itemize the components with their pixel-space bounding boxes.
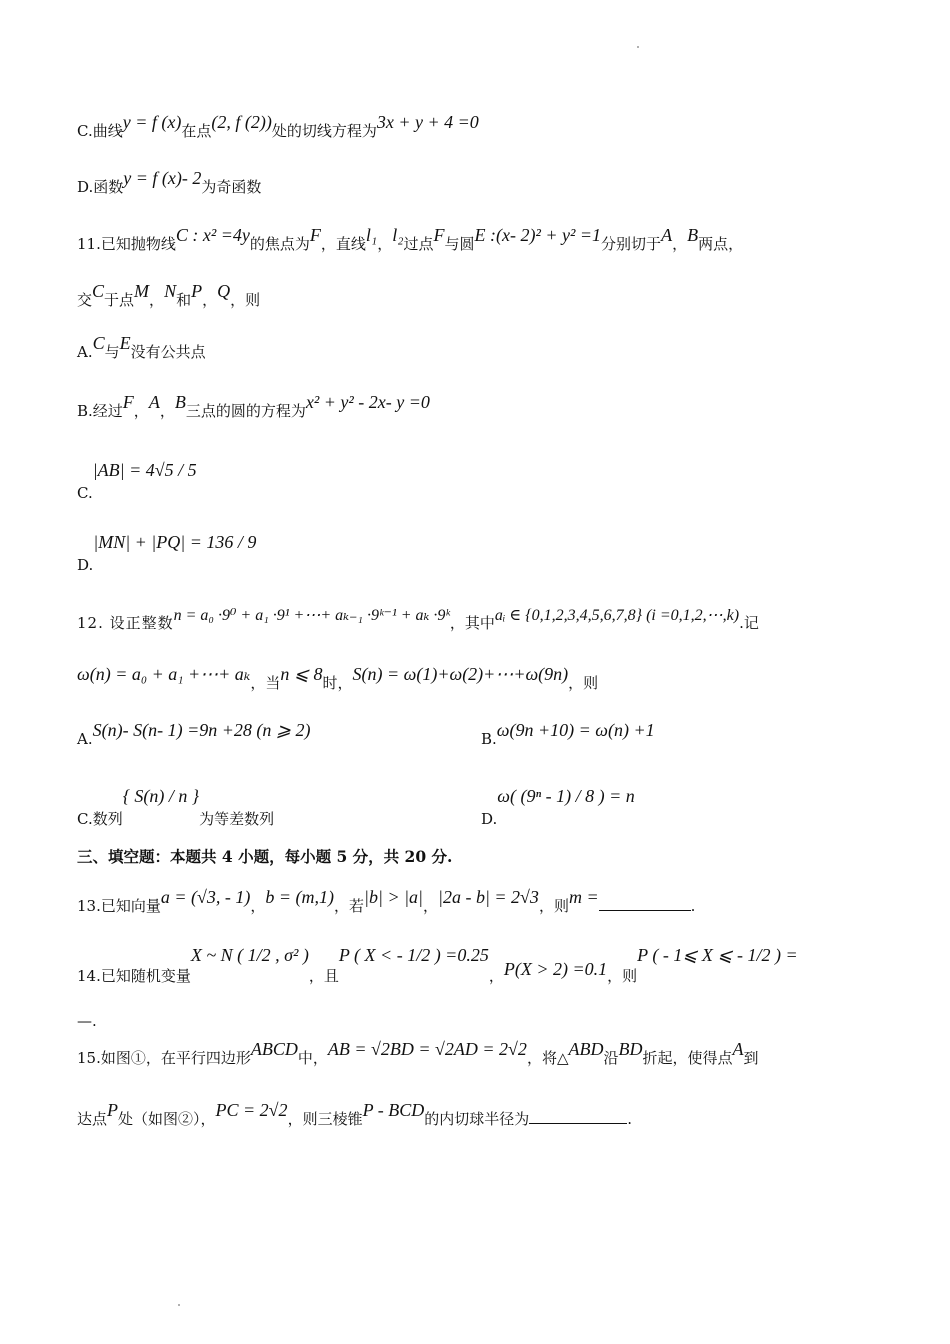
math: 3x + y + 4 =0 xyxy=(376,112,479,132)
text: ， xyxy=(159,402,175,420)
text: ，将△ xyxy=(526,1049,569,1067)
text: ， xyxy=(250,897,266,915)
text: 处（如图②）， xyxy=(118,1110,216,1128)
math: aᵢ ∈ {0,1,2,3,4,5,6,7,8} (i =0,1,2,⋯,k) xyxy=(494,607,740,624)
math: BD xyxy=(618,1039,643,1059)
text: . xyxy=(690,897,696,915)
question-12 xyxy=(77,607,890,633)
math: P xyxy=(191,281,203,301)
text: 在点 xyxy=(181,122,212,140)
label: A. xyxy=(77,730,93,748)
question-13 xyxy=(77,887,890,916)
math: |AB| = 4√5 / 5 xyxy=(92,460,197,480)
label: 11.已知抛物线 xyxy=(77,235,176,253)
math: P ( - 1⩽ X ⩽ - 1/2 ) = xyxy=(637,945,798,965)
math: E :(x- 2)² + y² =1 xyxy=(474,225,602,245)
math: P - BCD xyxy=(362,1100,425,1120)
text: 折起，使得点 xyxy=(642,1049,733,1067)
math: n = a₀ ·9⁰ + a₁ ·9¹ +⋯+ aₖ₋₁ ·9ᵏ⁻¹ + aₖ ·9ᵏ xyxy=(173,607,450,624)
question-15 xyxy=(77,1039,890,1068)
option-10d xyxy=(77,168,890,197)
text: 为等差数列 xyxy=(199,810,275,828)
math: { S(n) / n } xyxy=(122,786,200,806)
page-mark xyxy=(637,46,639,48)
label: B. xyxy=(481,730,497,748)
text: 与 xyxy=(104,343,120,361)
text: ，则 xyxy=(568,674,599,692)
label: 达点 xyxy=(77,1110,108,1128)
text: ， xyxy=(377,235,393,253)
question-11-cont xyxy=(77,281,890,310)
math: |b| > |a| xyxy=(364,887,423,907)
option-11a xyxy=(77,333,890,362)
text: 三点的圆的方程为 xyxy=(185,402,306,420)
math: AB = √2BD = √2AD = 2√2 xyxy=(327,1039,527,1059)
text: 的内切球半径为 xyxy=(424,1110,530,1128)
math: A xyxy=(732,1039,744,1059)
text: 没有公共点 xyxy=(130,343,206,361)
answer-blank: —. xyxy=(77,1012,97,1030)
math: b = (m,1) xyxy=(265,887,335,907)
math: F xyxy=(433,225,445,245)
math: l₁ xyxy=(365,225,378,245)
text: 和 xyxy=(176,291,192,309)
label: B.经过 xyxy=(77,402,123,420)
text: ，则三棱锥 xyxy=(287,1110,363,1128)
text: ，则 xyxy=(607,967,638,985)
text: 沿 xyxy=(603,1049,619,1067)
label: A. xyxy=(77,343,93,361)
math: C : x² =4y xyxy=(175,225,250,245)
math: F xyxy=(122,392,134,412)
math: x² + y² - 2x- y =0 xyxy=(305,392,430,412)
option-12c xyxy=(77,786,275,829)
math: ABCD xyxy=(250,1039,298,1059)
math: ABD xyxy=(568,1039,604,1059)
text: .记 xyxy=(739,614,759,632)
text: ， xyxy=(672,235,688,253)
text: ， xyxy=(423,897,439,915)
math: y = f (x)- 2 xyxy=(123,168,202,188)
section-3-heading: 三、填空题：本题共 4 小题，每小题 5 分，共 20 分. xyxy=(77,847,453,866)
math: F xyxy=(309,225,321,245)
question-15-cont xyxy=(77,1100,890,1129)
math: B xyxy=(687,225,699,245)
label: 13.已知向量 xyxy=(77,897,161,915)
label: 交 xyxy=(77,291,93,309)
label: D. xyxy=(77,556,94,574)
text: ，其中 xyxy=(449,614,495,632)
math: ω(9n +10) = ω(n) +1 xyxy=(496,720,655,740)
math: PC = 2√2 xyxy=(215,1100,288,1120)
math: S(n)- S(n- 1) =9n +28 (n ⩾ 2) xyxy=(92,720,311,740)
text: 处的切线方程为 xyxy=(271,122,377,140)
text: 过点 xyxy=(403,235,434,253)
math: M xyxy=(134,281,150,301)
math: |MN| + |PQ| = 136 / 9 xyxy=(93,532,257,552)
text: 时， xyxy=(322,674,353,692)
option-12b xyxy=(481,720,655,749)
text: 为奇函数 xyxy=(201,178,262,196)
text: ，则 xyxy=(538,897,569,915)
math: C xyxy=(92,281,105,301)
label: C.曲线 xyxy=(77,122,123,140)
text: ，若 xyxy=(334,897,365,915)
math: X ~ N ( 1/2 , σ² ) xyxy=(190,945,309,965)
label: D.函数 xyxy=(77,178,124,196)
option-12d xyxy=(481,786,635,829)
math: Q xyxy=(217,281,231,301)
math: l₂ xyxy=(392,225,404,245)
math: ω( (9ⁿ - 1) / 8 ) = n xyxy=(497,786,635,806)
math: A xyxy=(661,225,673,245)
text: ， xyxy=(202,291,218,309)
text: 的焦点为 xyxy=(249,235,310,253)
math: S(n) = ω(1)+ω(2)+⋯+ω(9n) xyxy=(352,664,569,684)
label: 15.如图①，在平行四边形 xyxy=(77,1049,251,1067)
math: y = f (x) xyxy=(122,112,182,132)
math: P ( X < - 1/2 ) =0.25 xyxy=(338,945,489,965)
math: A xyxy=(148,392,160,412)
label: C. xyxy=(77,484,93,502)
option-11d xyxy=(77,532,890,574)
text: . xyxy=(627,1110,633,1128)
text: ，直线 xyxy=(320,235,366,253)
math: N xyxy=(164,281,177,301)
text: 于点 xyxy=(104,291,135,309)
answer-blank xyxy=(599,896,691,911)
page-mark xyxy=(178,1304,180,1306)
text: ，则 xyxy=(230,291,261,309)
math: |2a - b| = 2√3 xyxy=(438,887,539,907)
text: ，且 xyxy=(308,967,339,985)
question-14-blank xyxy=(77,1012,890,1030)
text: ， xyxy=(133,402,149,420)
text: 到 xyxy=(743,1049,759,1067)
math: P(X > 2) =0.1 xyxy=(503,959,608,979)
text: 两点， xyxy=(698,235,744,253)
option-10c xyxy=(77,112,890,141)
math: P xyxy=(107,1100,119,1120)
text: ， xyxy=(488,967,504,985)
math: C xyxy=(92,333,105,353)
text: 分别切于 xyxy=(601,235,662,253)
question-12-cont xyxy=(77,664,890,693)
math: m = xyxy=(568,887,599,907)
math: (2, f (2)) xyxy=(211,112,272,132)
text: 与圆 xyxy=(444,235,475,253)
option-11c xyxy=(77,460,890,502)
math: E xyxy=(119,333,131,353)
math: B xyxy=(174,392,186,412)
text: ，当 xyxy=(250,674,281,692)
label: C.数列 xyxy=(77,810,123,828)
label: 12. 设正整数 xyxy=(77,614,174,632)
option-12a xyxy=(77,720,311,749)
answer-blank xyxy=(529,1109,627,1124)
text: 中， xyxy=(297,1049,328,1067)
option-11b xyxy=(77,392,890,421)
text: ， xyxy=(149,291,165,309)
question-11 xyxy=(77,225,890,254)
math: a = (√3, - 1) xyxy=(160,887,251,907)
label: D. xyxy=(481,810,498,828)
question-14 xyxy=(77,945,890,986)
math: n ⩽ 8 xyxy=(280,664,323,684)
math: ω(n) = a₀ + a₁ +⋯+ aₖ xyxy=(77,664,251,684)
label: 14.已知随机变量 xyxy=(77,967,191,985)
